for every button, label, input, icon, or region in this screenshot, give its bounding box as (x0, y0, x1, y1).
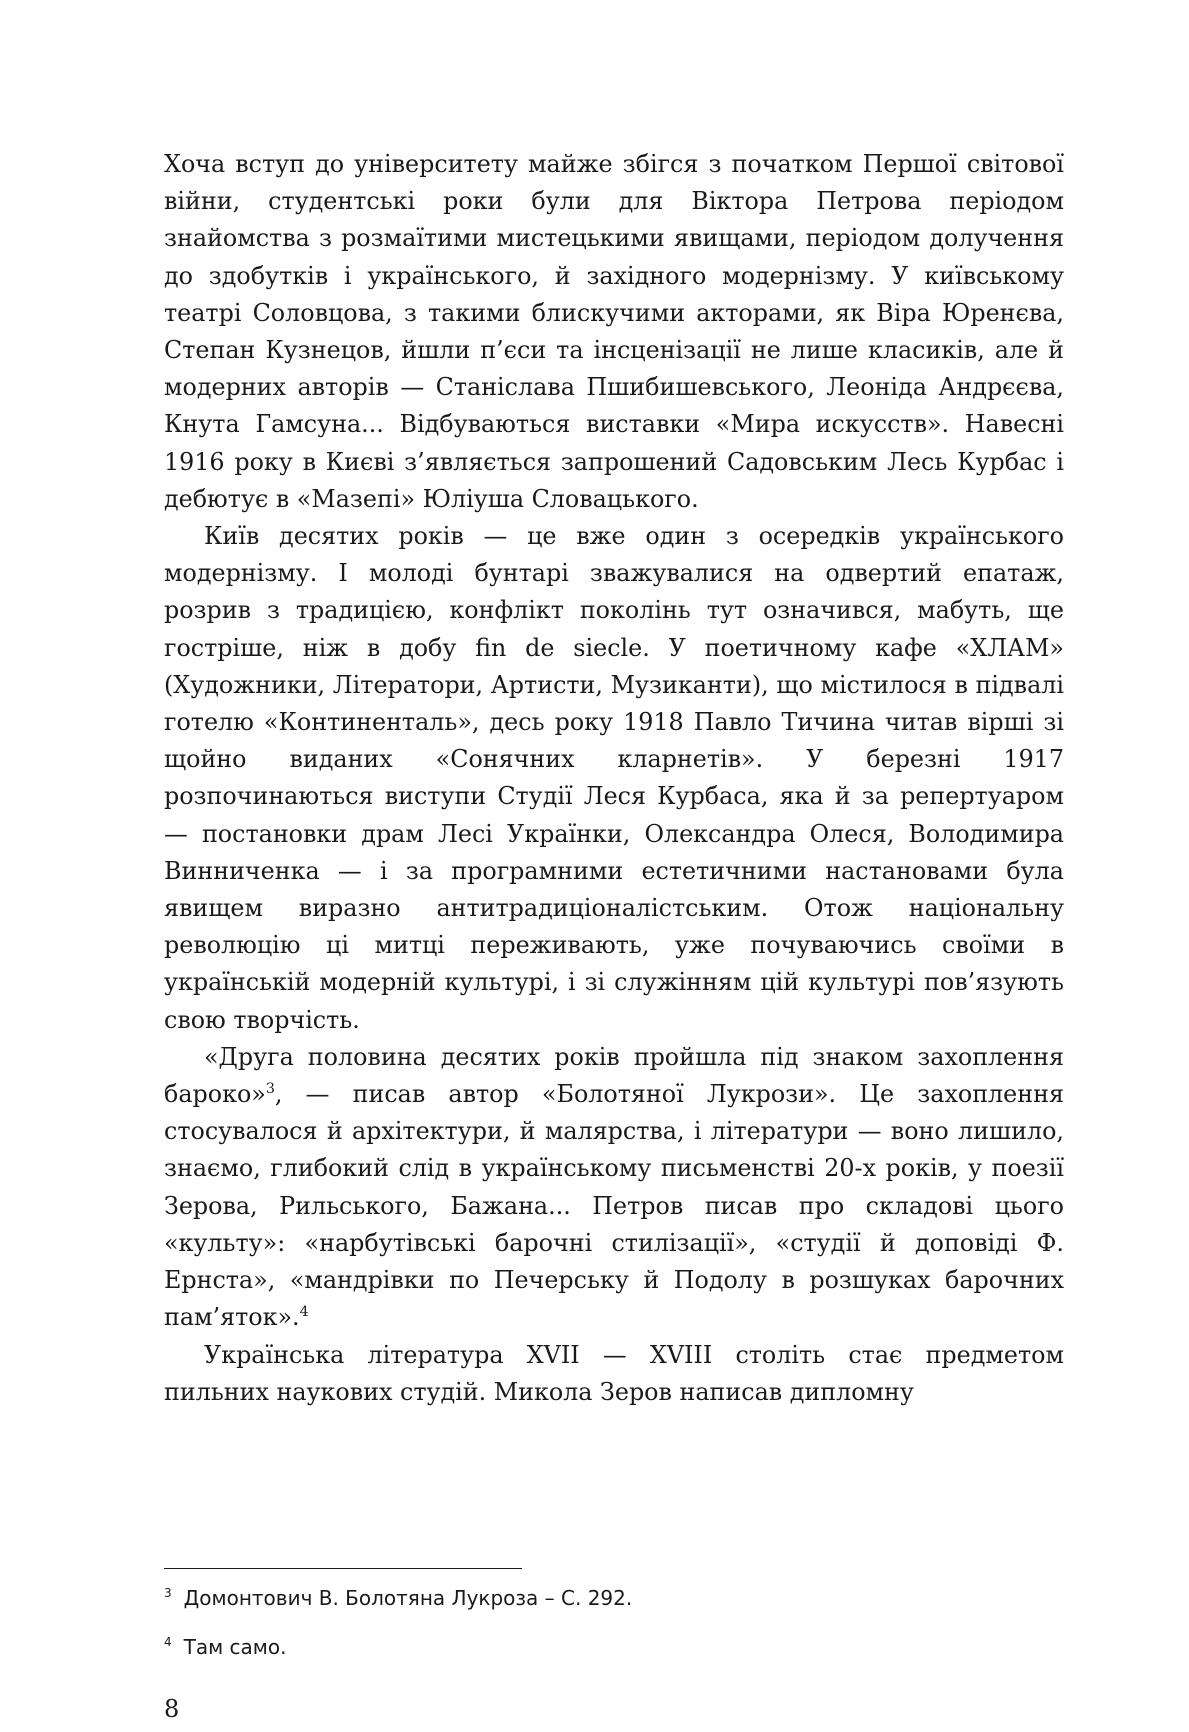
paragraph-3 (164, 1039, 1064, 1337)
main-text (164, 146, 1064, 1411)
footnote-number: 4 (164, 1635, 172, 1650)
paragraph-4 (164, 1337, 1064, 1411)
paragraph-3-text-start: «Друга половина десятих років пройшла під знаком захоплення бароко» (164, 1042, 1064, 1109)
footnote-text: Домонтович В. Болотяна Лукроза – С. 292. (183, 1586, 633, 1610)
paragraph-2 (164, 518, 1064, 1039)
footnote-reference-4[interactable]: 4 (299, 1304, 309, 1321)
paragraph-3-text-end: , — писав автор «Болотяної Лукрози». Це захоплення стосувалося й архітектури, й малярства, і літератури — воно лишило, знаємо, глибокий слід в українському письменстві 20-х років, у поезії Зерова, Рильського, Бажана... Петров писав про складові цього «культу»: «нарбутівські барочні стилізації», «студії й доповіді Ф. Ернста», «мандрівки по Печерську й Подолу в розшуках барочних пам’яток». (164, 1080, 1064, 1332)
footnote-number: 3 (164, 1586, 172, 1601)
footnotes (164, 1584, 1064, 1682)
paragraph-1 (164, 146, 1064, 518)
page-number: 8 (164, 1695, 180, 1723)
footnote-3 (164, 1584, 1064, 1612)
footnote-text: Там само. (183, 1635, 287, 1659)
paragraph-2-text: Київ десятих років — це вже один з осередків українського модернізму. І молоді бунтарі зважувалися на одвертий епатаж, розрив з традицією, конфлікт поколінь тут означився, мабуть, ще гостріше, ніж в добу fin de siecle. У поетичному кафе «ХЛАМ» (Художники, Літератори, Артисти, Музиканти), що містилося в підвалі готелю «Континенталь», десь року 1918 Павло Тичина читав вірші зі щойно виданих «Сонячних кларнетів». У березні 1917 розпочинаються виступи Студії Леся Курбаса, яка й за репертуаром — постановки драм Лесі Українки, Олександра Олеся, Володимира Винниченка — і за програмними естетичними настановами була явищем виразно антитрадиціоналістським. Отож національну революцію ці митці переживають, уже почуваючись своїми в українській модерній культурі, і зі служінням цій культурі пов’язують свою творчість. (164, 522, 1064, 1034)
footnote-reference-3[interactable]: 3 (265, 1081, 275, 1098)
paragraph-4-text: Українська література XVII — XVIII століть стає предметом пильних наукових студій. Микола Зеров написав дипломну (164, 1340, 1064, 1406)
paragraph-1-text: Хоча вступ до університету майже збігся з початком Першої світової війни, студентські роки були для Віктора Петрова періодом знайомства з розмаїтими мистецькими явищами, періодом долучення до здобутків і українського, й західного модернізму. У київському театрі Соловцова, з такими блискучими акторами, як Віра Юренєва, Степан Кузнецов, йшли п’єси та інсценізації не лише класиків, але й модерних авторів — Станіслава Пшибишевського, Леоніда Андрєєва, Кнута Гамсуна... Відбуваються виставки «Мира искусств». Навесні 1916 року в Києві з’являється запрошений Садовським Лесь Курбас і дебютує в «Мазепі» Юліуша Словацького. (164, 150, 1064, 513)
footnote-4 (164, 1633, 1064, 1661)
footnote-divider (164, 1568, 522, 1569)
